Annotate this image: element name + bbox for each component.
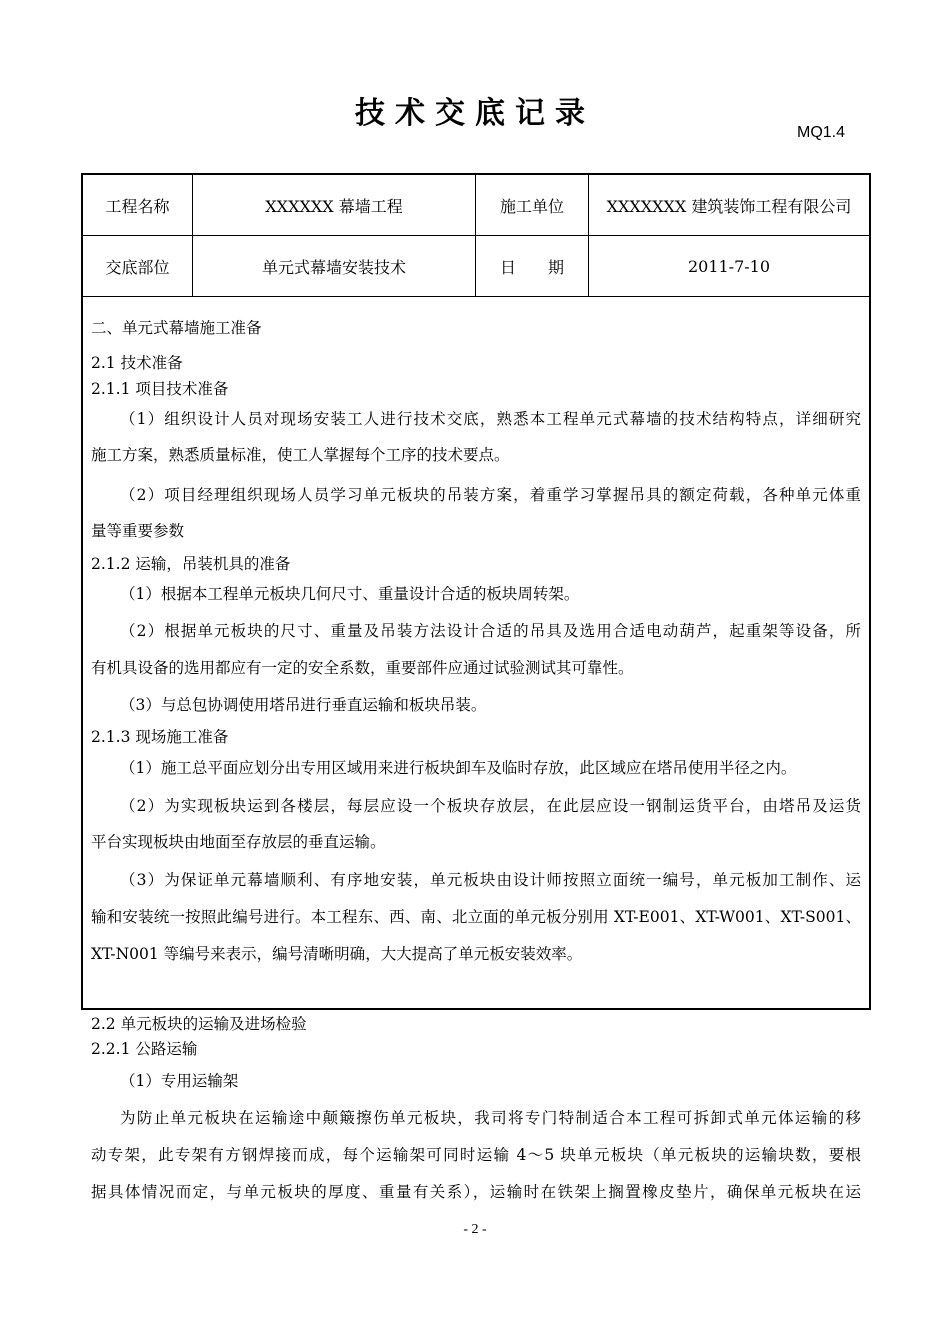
contractor-value: XXXXXXX 建筑装饰工程有限公司 bbox=[606, 196, 852, 216]
record-table bbox=[81, 173, 871, 1201]
subsection-heading: 2.2.1 公路运输 bbox=[91, 1040, 198, 1058]
paragraph-line: 据具体情况而定，与单元板块的厚度、重量有关系），运输时在铁架上搁置橡皮垫片，确保单元板块在运 bbox=[91, 1183, 861, 1201]
header-row-project bbox=[83, 175, 869, 236]
subsection-heading: 2.2 单元板块的运输及进场检验 bbox=[91, 1015, 307, 1033]
subsection-heading: 2.1.1 项目技术准备 bbox=[91, 380, 229, 398]
contractor-label: 施工单位 bbox=[476, 175, 589, 235]
paragraph-line: 输和安装统一按照此编号进行。本工程东、西、南、北立面的单元板分别用 XT-E001、XT-W001、XT-S001、 bbox=[91, 908, 861, 926]
paragraph-line: 动专架，此专架有方钢焊接而成，每个运输架可同时运输 4～5 块单元板块（单元板块的运输块数，要根 bbox=[91, 1146, 861, 1164]
paragraph-line: （3）为保证单元幕墙顺利、有序地安装，单元板块由设计师按照立面统一编号，单元板加工制作、运 bbox=[120, 871, 861, 889]
subsection-heading: 2.1 技术准备 bbox=[91, 354, 183, 372]
subsection-heading: 2.1.2 运输，吊装机具的准备 bbox=[91, 555, 291, 573]
section-heading: 二、单元式幕墙施工准备 bbox=[91, 319, 262, 337]
paragraph-line: （2）项目经理组织现场人员学习单元板块的吊装方案，着重学习掌握吊具的额定荷载，各种单元体重 bbox=[120, 486, 861, 504]
document-code: MQ1.4 bbox=[797, 124, 846, 141]
date-value: 2011-7-10 bbox=[687, 256, 771, 276]
paragraph-line: （1）施工总平面应划分出专用区域用来进行板块卸车及临时存放，此区域应在塔吊使用半径之内。 bbox=[120, 759, 797, 777]
paragraph-line: （1）根据本工程单元板块几何尺寸、重量设计合适的板块周转架。 bbox=[120, 585, 580, 603]
part-label: 交底部位 bbox=[83, 236, 193, 296]
project-name-label: 工程名称 bbox=[83, 175, 193, 235]
paragraph-line: 平台实现板块由地面至存放层的垂直运输。 bbox=[91, 833, 386, 851]
project-name-value: XXXXXX 幕墙工程 bbox=[193, 175, 476, 235]
part-value: 单元式幕墙安装技术 bbox=[193, 236, 476, 296]
paragraph-line: （2）为实现板块运到各楼层，每层应设一个板块存放层，在此层应设一钢制运货平台，由塔吊及运货 bbox=[120, 797, 861, 815]
paragraph-line: XT-N001 等编号来表示，编号清晰明确，大大提高了单元板安装效率。 bbox=[91, 945, 583, 963]
header-row-part bbox=[83, 236, 869, 297]
paragraph-line: 量等重要参数 bbox=[91, 522, 185, 540]
paragraph-line: （2）根据单元板块的尺寸、重量及吊装方法设计合适的吊具及选用合适电动葫芦，起重架等设备，所 bbox=[120, 622, 861, 640]
paragraph-line: （1）组织设计人员对现场安装工人进行技术交底，熟悉本工程单元式幕墙的技术结构特点，详细研究 bbox=[120, 410, 861, 428]
paragraph-line: （1）专用运输架 bbox=[120, 1072, 239, 1090]
paragraph-line: 为防止单元板块在运输途中颠簸擦伤单元板块，我司将专门特制适合本工程可拆卸式单元体运输的移 bbox=[120, 1109, 861, 1127]
paragraph-line: 施工方案，熟悉质量标准，使工人掌握每个工序的技术要点。 bbox=[91, 446, 510, 464]
date-label: 日 期 bbox=[476, 236, 589, 296]
subsection-heading: 2.1.3 现场施工准备 bbox=[91, 728, 229, 746]
page-number: - 2 - bbox=[463, 1222, 487, 1237]
paragraph-line: （3）与总包协调使用塔吊进行垂直运输和板块吊装。 bbox=[120, 696, 487, 714]
document-title: 技术交底记录 bbox=[355, 96, 595, 131]
paragraph-line: 有机具设备的选用都应有一定的安全系数，重要部件应通过试验测试其可靠性。 bbox=[91, 659, 634, 677]
